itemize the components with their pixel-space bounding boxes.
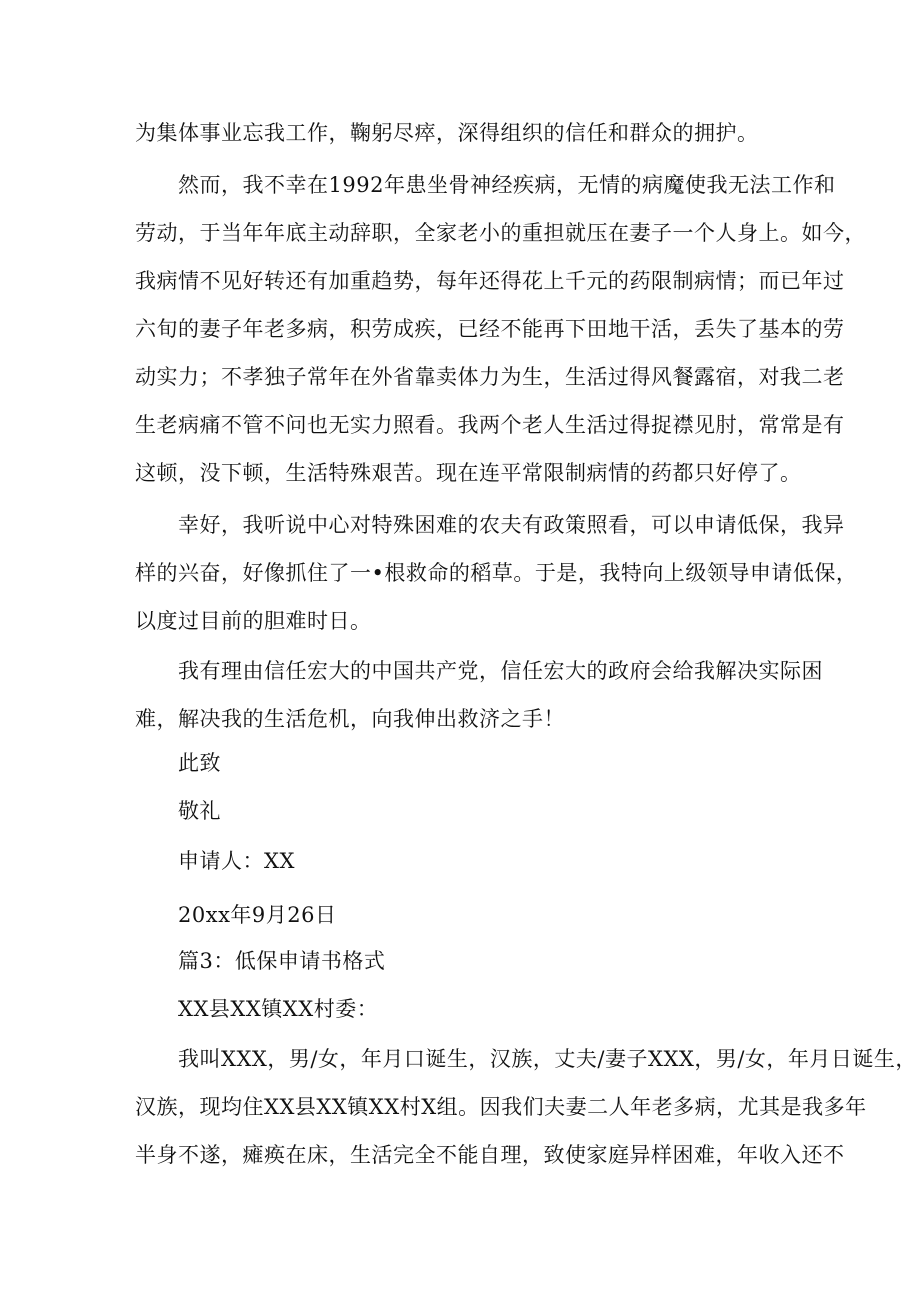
- closing-regards: 敬礼: [178, 799, 221, 823]
- paragraph-line: 难，解决我的生活危机，向我伸出救济之手！: [135, 707, 565, 731]
- paragraph-line: 样的兴奋，好像抓住了一•根救命的稻草。于是，我特向上级领导申请低保，: [135, 561, 858, 585]
- closing-salutation: 此致: [178, 751, 221, 775]
- applicant-signature: 申请人：XX: [178, 849, 295, 873]
- paragraph-line: 我叫XXX，男/女，年月口诞生，汉族，丈夫/妻子XXX，男/女，年月日诞生，: [178, 1047, 917, 1071]
- addressee: XX县XX镇XX村委：: [178, 997, 379, 1021]
- application-date: 20xx年9月26日: [178, 903, 337, 927]
- paragraph-line: 我有理由信任宏大的中国共产党，信任宏大的政府会给我解决实际困: [178, 659, 823, 683]
- paragraph-line: 我病情不见好转还有加重趋势，每年还得花上千元的药限制病情；而已年过: [135, 269, 845, 293]
- section-title: 篇3：低保申请书格式: [178, 949, 386, 973]
- paragraph-line: 劳动，于当年年底主动辞职，全家老小的重担就压在妻子一个人身上。如今，: [135, 221, 866, 245]
- paragraph-line: 汉族，现均住XX县XX镇XX村X组。因我们夫妻二人年老多病，尤其是我多年: [135, 1095, 867, 1119]
- paragraph-line: 以度过目前的胆难时日。: [135, 609, 372, 633]
- paragraph-line: 半身不遂，瘫痪在床，生活完全不能自理，致使家庭异样困难，年收入还不: [135, 1143, 845, 1167]
- paragraph-line: 为集体事业忘我工作，鞠躬尽瘁，深得组织的信任和群众的拥护。: [135, 121, 759, 145]
- paragraph-line: 生老病痛不管不问也无实力照看。我两个老人生活过得捉襟见肘，常常是有: [135, 413, 845, 437]
- paragraph-line: 然而，我不幸在1992年患坐骨神经疾病，无情的病魔使我无法工作和: [178, 173, 836, 197]
- paragraph-line: 幸好，我听说中心对特殊困难的农夫有政策照看，可以申请低保，我异: [178, 513, 845, 537]
- paragraph-line: 动实力；不孝独子常年在外省靠卖体力为生，生活过得风餐露宿，对我二老: [135, 365, 845, 389]
- paragraph-line: 这顿，没下顿，生活特殊艰苦。现在连平常限制病情的药都只好停了。: [135, 461, 802, 485]
- paragraph-line: 六旬的妻子年老多病，积劳成疾，已经不能再下田地干活，丢失了基本的劳: [135, 317, 845, 341]
